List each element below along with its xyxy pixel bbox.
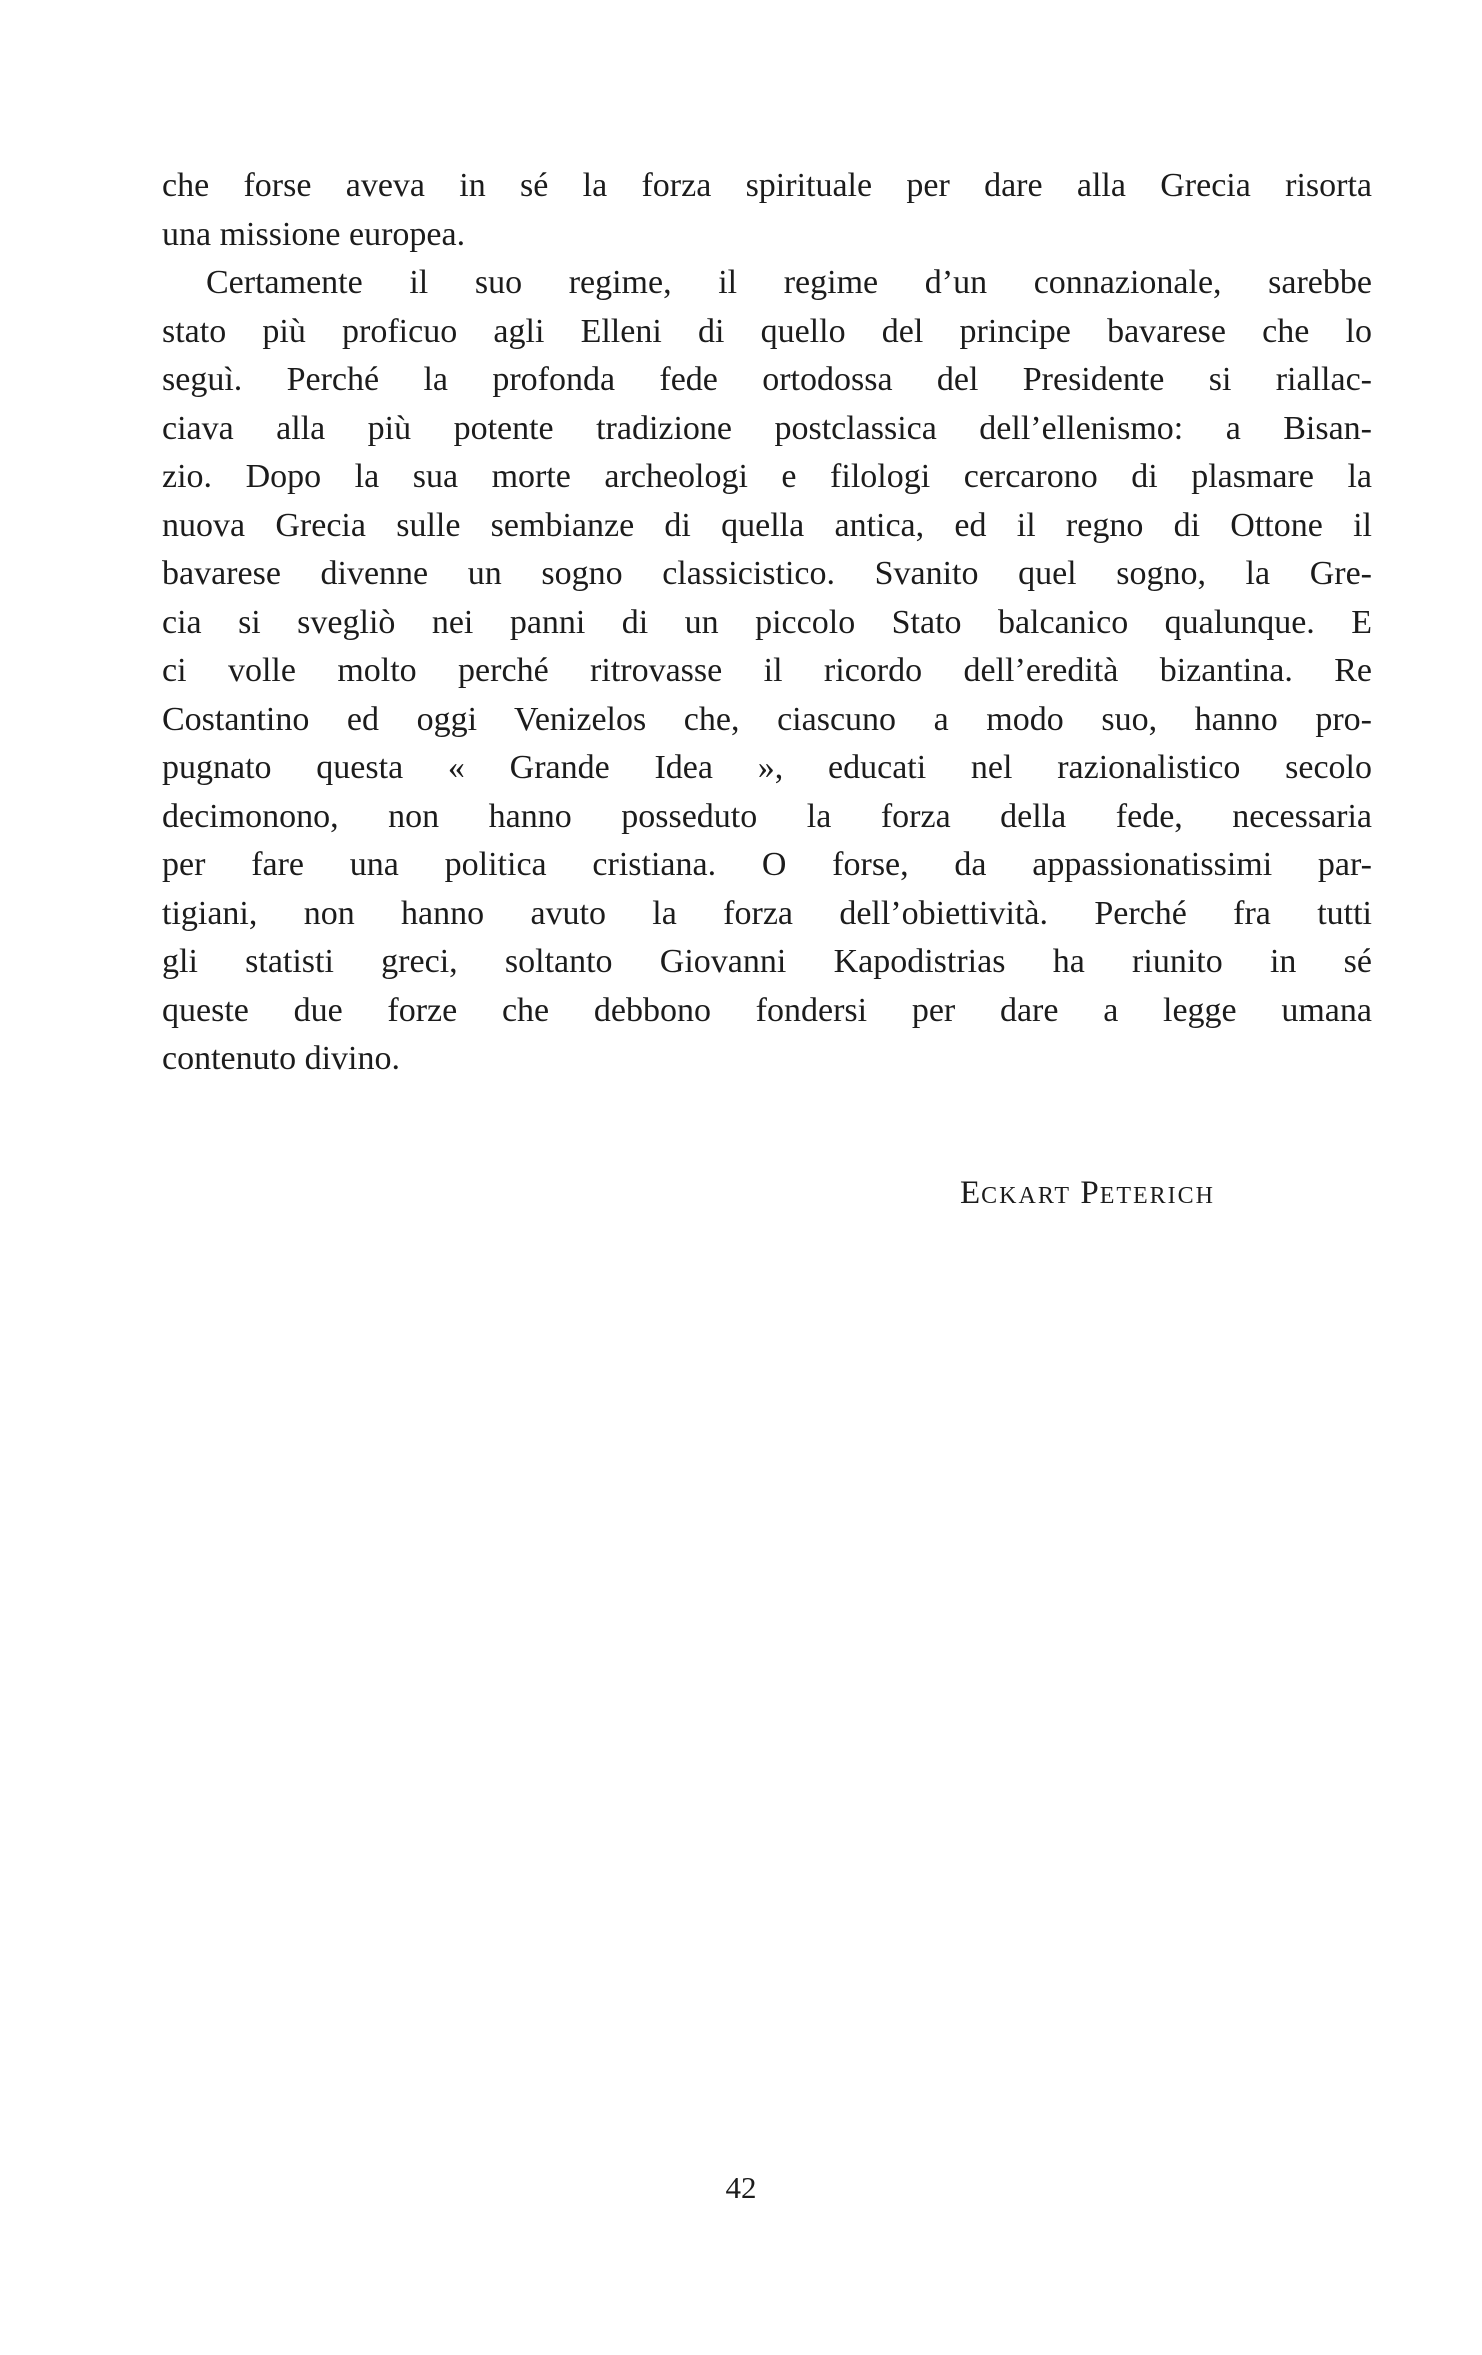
text-line: ciava alla più potente tradizione postclassica dell’ellenismo: a Bisan- [162,409,1372,447]
text-line: cia si svegliò nei panni di un piccolo Stato balcanico qualunque. E [162,603,1372,641]
text-line: nuova Grecia sulle sembianze di quella antica, ed il regno di Ottone il [162,506,1372,544]
text-line: pugnato questa « Grande Idea », educati nel razionalistico secolo [162,749,1372,786]
signature-last-rest: ETERICH [1099,1183,1216,1209]
text-line: una missione europea. [162,215,466,253]
text-line: gli statisti greci, soltanto Giovanni Kapodistrias ha riunito in sé [162,943,1372,980]
signature-first-rest: CKART [981,1183,1072,1209]
text-line: seguì. Perché la profonda fede ortodossa del Presidente si riallac- [162,361,1372,398]
text-line: contenuto divino. [162,1040,400,1077]
body-text [162,162,1372,1084]
text-line: queste due forze che debbono fondersi per dare a legge umana [162,991,1372,1029]
page-number: 42 [725,2170,757,2205]
text-line: Costantino ed oggi Venizelos che, ciascuno a modo suo, hanno pro- [162,700,1372,738]
signature-last-initial: P [1080,1175,1100,1211]
text-line: bavarese divenne un sogno classicistico. Svanito quel sogno, la Gre- [162,555,1372,592]
text-line: che forse aveva in sé la forza spirituale per dare alla Grecia risorta [162,167,1372,204]
text-line: tigiani, non hanno avuto la forza dell’obiettività. Perché fra tutti [162,894,1372,932]
text-line: stato più proficuo agli Elleni di quello del principe bavarese che lo [162,312,1372,350]
text-line: decimonono, non hanno posseduto la forza della fede, necessaria [162,797,1372,835]
text-line: ci volle molto perché ritrovasse il ricordo dell’eredità bizantina. Re [162,652,1372,689]
author-signature [960,1175,1215,1212]
signature-first-initial: E [960,1175,982,1211]
text-line: per fare una politica cristiana. O forse, da appassionatissimi par- [162,846,1372,883]
text-line: Certamente il suo regime, il regime d’un connazionale, sarebbe [206,264,1372,301]
text-line: zio. Dopo la sua morte archeologi e filologi cercarono di plasmare la [162,458,1372,495]
